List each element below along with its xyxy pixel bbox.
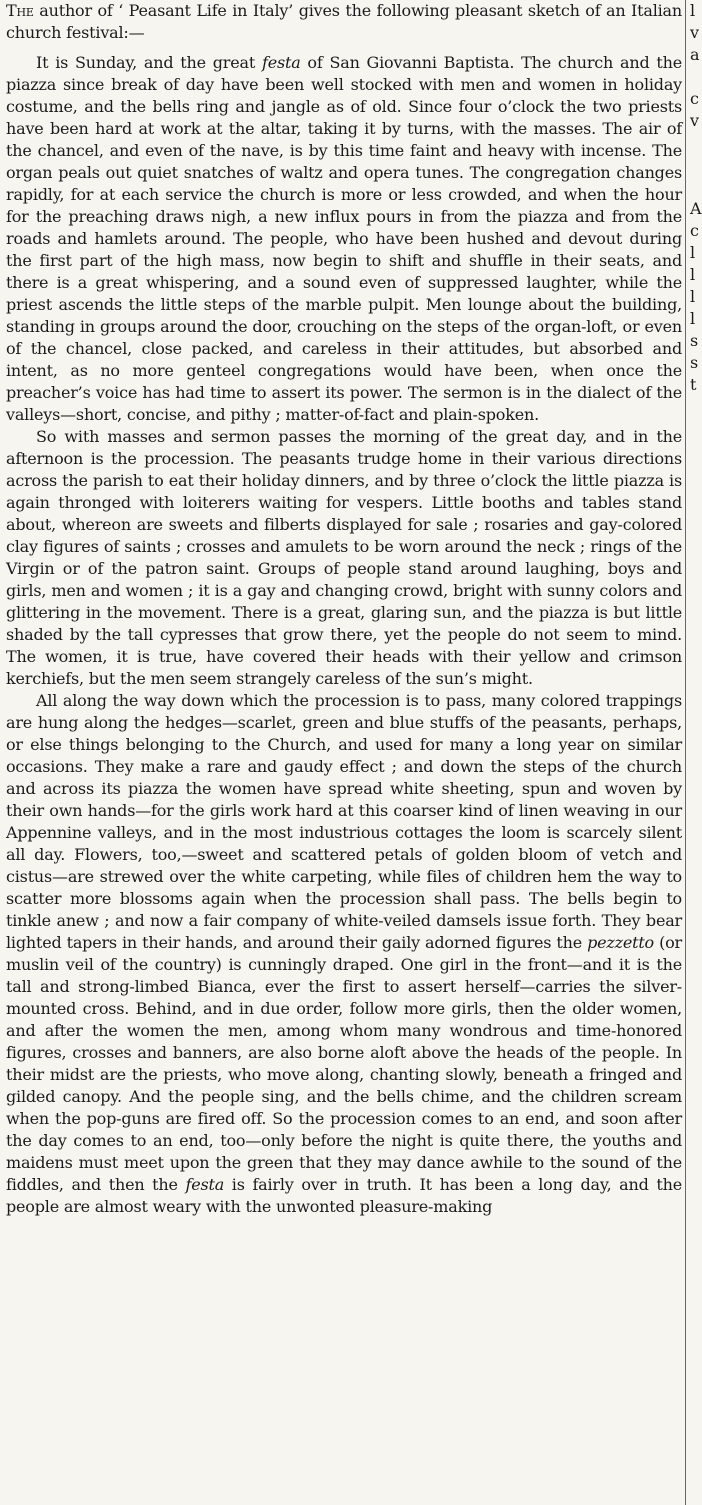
column-rule bbox=[685, 0, 686, 1505]
adjacent-fragment: s bbox=[690, 331, 699, 350]
adjacent-fragment bbox=[690, 154, 700, 176]
paragraph-3 bbox=[6, 690, 682, 1218]
adjacent-fragment: v bbox=[690, 111, 700, 130]
paragraph-3-text-a: All along the way down which the procession is to pass, many colored trappings are hung along the hedges—scarlet, green and blue stuffs of the peasants, perhaps, or else things belonging to the Church, and used for many a long year on similar occasions. They make a rare and gaudy effect ; and down the steps of the church and across its piazza the women have spread white sheeting, spun and woven by their own hands—for the girls work hard at this coarser kind of linen weaving in our Appennine valleys, and in the most industrious cottages the loom is scarcely silent all day. Flowers, too,—sweet and scattered petals of golden bloom of vetch and cistus—are strewed over the white carpeting, while files of children hem the way to scatter more blossoms again when the procession shall pass. The bells begin to tinkle anew ; and now a fair company of white-veiled damsels issue forth. They bear lighted tapers in their hands, and around their gaily adorned figures the bbox=[6, 691, 682, 952]
adjacent-fragment: v bbox=[690, 23, 700, 42]
paragraph-2: So with masses and sermon passes the morning of the great day, and in the afternoon is the procession. The peasants trudge home in their various directions across the parish to eat their holiday dinners, and by three o’clock the little piazza is again thronged with loiterers waiting for vespers. Little booths and tables stand about, whereon are sweets and filberts displayed for sale ; rosaries and gay-colored clay figures of saints ; crosses and amulets to be worn around the neck ; rings of the Virgin or of the patron saint. Groups of people stand around laughing, boys and girls, men and women ; it is a gay and changing crowd, bright with sunny colors and glittering in the movement. There is a great, glaring sun, and the piazza is but little shaded by the tall cypresses that grow there, yet the people do not seem to mind. The women, it is true, have covered their heads with their yellow and crimson kerchiefs, but the men seem strangely careless of the sun’s might. bbox=[6, 427, 682, 688]
adjacent-fragment: c bbox=[690, 221, 699, 240]
adjacent-fragment bbox=[690, 176, 700, 198]
adjacent-fragment: l bbox=[690, 243, 696, 262]
adjacent-fragment: l bbox=[690, 309, 696, 328]
paragraph-1 bbox=[6, 52, 682, 426]
intro-paragraph bbox=[6, 0, 682, 44]
adjacent-fragment: l bbox=[690, 1, 696, 20]
adjacent-fragment: s bbox=[690, 353, 699, 372]
intro-lead: The bbox=[6, 1, 34, 20]
adjacent-fragment: l bbox=[690, 287, 696, 306]
intro-text: author of ‘ Peasant Life in Italy’ gives the following pleasant sketch of an Italian church festival:— bbox=[6, 1, 682, 42]
article-column bbox=[6, 0, 682, 1218]
adjacent-column-fragments bbox=[690, 0, 700, 1505]
adjacent-fragment: t bbox=[690, 375, 697, 394]
paragraph-3-text-c: is fairly over in truth. It has been a long day, and the people are almost weary with the unwonted pleasure-making bbox=[6, 1175, 682, 1216]
adjacent-fragment: a bbox=[690, 45, 700, 64]
paragraph-1-text-b: of San Giovanni Baptista. The church and the piazza since break of day have been well stocked with men and women in holiday costume, and the bells ring and jangle as of old. Since four o’clock the two priests have been hard at work at the altar, taking it by turns, with the masses. The air of the chancel, and even of the nave, is by this time faint and heavy with incense. The organ peals out quiet snatches of waltz and opera tunes. The congregation changes rapidly, for at each service the church is more or less crowded, and when the hour for the preaching draws nigh, a new influx pours in from the piazza and from the roads and hamlets around. The people, who have been hushed and devout during the first part of the high mass, now begin to shift and shuffle in their seats, and there is a great whispering, and a sound even of suppressed laughter, while the priest ascends the little steps of the marble pulpit. Men lounge about the building, standing in groups around the door, crouching on the steps of the organ-loft, or even of the chancel, close packed, and careless in their attitudes, but absorbed and intent, as no more genteel congregations would have been, when once the preacher’s voice has had time to assert its power. The sermon is in the dialect of the valleys—short, concise, and pithy ; matter-of-fact and plain-spoken. bbox=[6, 53, 682, 424]
paragraph-3-pezzetto: pezzetto bbox=[587, 933, 654, 952]
adjacent-fragment: c bbox=[690, 89, 699, 108]
adjacent-fragment: A bbox=[690, 199, 702, 218]
paragraph-3-festa: festa bbox=[185, 1175, 225, 1194]
adjacent-fragment: l bbox=[690, 265, 696, 284]
paragraph-1-text-a: It is Sunday, and the great bbox=[36, 53, 262, 72]
paragraph-1-festa: festa bbox=[261, 53, 301, 72]
adjacent-fragment bbox=[690, 132, 700, 154]
paragraph-3-text-b: (or muslin veil of the country) is cunningly draped. One girl in the front—and it is the tall and strong-limbed Bianca, ever the first to assert herself—carries the silver-mounted cross. Behind, and in due order, follow more girls, then the older women, and after the women the men, among whom many wondrous and time-honored figures, crosses and banners, are also borne aloft above the heads of the people. In their midst are the priests, who move along, chanting slowly, beneath a fringed and gilded canopy. And the people sing, and the bells chime, and the children scream when the pop-guns are fired off. So the procession comes to an end, and soon after the day comes to an end, too—only before the night is quite there, the youths and maidens must meet upon the green that they may dance awhile to the sound of the fiddles, and then the bbox=[6, 933, 683, 1194]
adjacent-fragment bbox=[690, 66, 700, 88]
